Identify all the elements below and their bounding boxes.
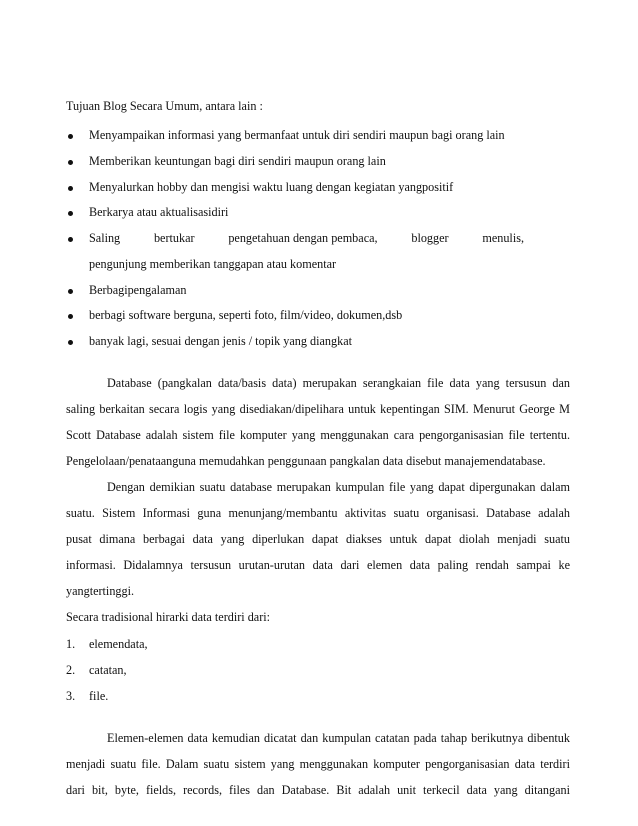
text-line: Scott Database adalah sistem file komputer yang menggunakan cara pengorganisasian file tertentu. — [66, 428, 570, 442]
text-line: informasi. Didalamnya tersusun urutan-urutan data dari elemen data paling rendah sampai ke — [66, 558, 570, 572]
document-page: Tujuan Blog Secara Umum, antara lain : Menyampaikan informasi yang bermanfaat untuk diri sendiri maupun bagi orang lain Memberikan keuntungan bagi diri sendiri maupun orang lain Menyalurkan hobby dan mengisi waktu luang dengan kegiatan yangpositif Berkarya atau aktualisasidiri Saling bertukar pengetahuan dengan pembaca, blogger menulis, pengunjung memberikan tanggapan atau komentar Berbagipengalaman berbagi software berguna, seperti foto, film/video, dokumen,dsb banyak lagi, sesuai dengan jenis / topik yang diangkat Database (pangkalan data/basis data) merupakan serangkaian file data yang tersusun dan saling berkaitan secara logis yang disediakan/dipelihara untuk kepentingan SIM. Menurut George M Scott Database adalah sistem file komputer yang menggunakan cara pengorganisasian file tertentu. Pengelolaan/penataanguna memudahkan penggunaan pangkalan data disebut manajemendatabase. Dengan demikian suatu database merupakan kumpulan file yang dapat dipergunakan dalam suatu. Sistem Informasi guna menunjang/membantu aktivitas suatu organisasi. Database adalah pusat dimana berbagai data yang diperlukan dapat diakses untuk dapat diolah menjadi suatu informasi. Didalamnya tersusun urutan-urutan data dari elemen data paling rendah sampai ke yangtertinggi. Secara tradisional hirarki data terdiri dari: 1. elemendata, 2. catatan, 3. file. Elemen-elemen data kemudian dicatat dan kumpulan catatan pada tahap berikutnya dibentuk menjadi suatu file. Dalam suatu sistem yang menggunakan komputer pengorganisasian data terdiri dari bit, byte, fields, records, files dan Database. Bit adalah unit terkecil data yang ditangani — [66, 99, 570, 797]
text-line: pusat dimana berbagai data yang diperlukan dapat diakses untuk dapat diolah menjadi suatu — [66, 532, 570, 546]
bullet-icon — [68, 289, 73, 294]
text-line: Pengelolaan/penataanguna memudahkan penggunaan pangkalan data disebut manajemendatabase. — [66, 454, 546, 468]
text-line: Database (pangkalan data/basis data) merupakan serangkaian file data yang tersusun dan — [107, 376, 570, 390]
list-item: 2. catatan, — [66, 663, 127, 677]
saling-line: Saling bertukar pengetahuan dengan pembaca, blogger menulis, — [89, 231, 524, 245]
text-line: saling berkaitan secara logis yang disediakan/dipelihara untuk kepentingan SIM. Menurut George M — [66, 402, 570, 416]
text-line: Dengan demikian suatu database merupakan kumpulan file yang dapat dipergunakan dalam — [107, 480, 570, 494]
bullet-icon — [68, 340, 73, 345]
bullet-icon — [68, 314, 73, 319]
blog-goals-heading: Tujuan Blog Secara Umum, antara lain : — [66, 99, 263, 113]
text-line: yangtertinggi. — [66, 584, 135, 598]
bullet-icon — [68, 160, 73, 165]
list-item: 1. elemendata, — [66, 637, 148, 651]
bullet-icon — [68, 211, 73, 216]
text-line: dari bit, byte, fields, records, files dan Database. Bit adalah unit terkecil data yang ditangani — [66, 783, 570, 797]
text-line: suatu. Sistem Informasi guna menunjang/membantu aktivitas suatu organisasi. Database adalah — [66, 506, 570, 520]
bullet-icon — [68, 134, 73, 139]
list-item: 3. file. — [66, 689, 109, 703]
text-line: Elemen-elemen data kemudian dicatat dan kumpulan catatan pada tahap berikutnya dibentuk — [107, 731, 570, 745]
bullet-icon — [68, 237, 73, 242]
hierarchy-intro: Secara tradisional hirarki data terdiri dari: — [66, 610, 271, 624]
text-line: menjadi suatu file. Dalam suatu sistem yang menggunakan komputer pengorganisasian data terdiri — [66, 757, 570, 771]
bullet-icon — [68, 186, 73, 191]
